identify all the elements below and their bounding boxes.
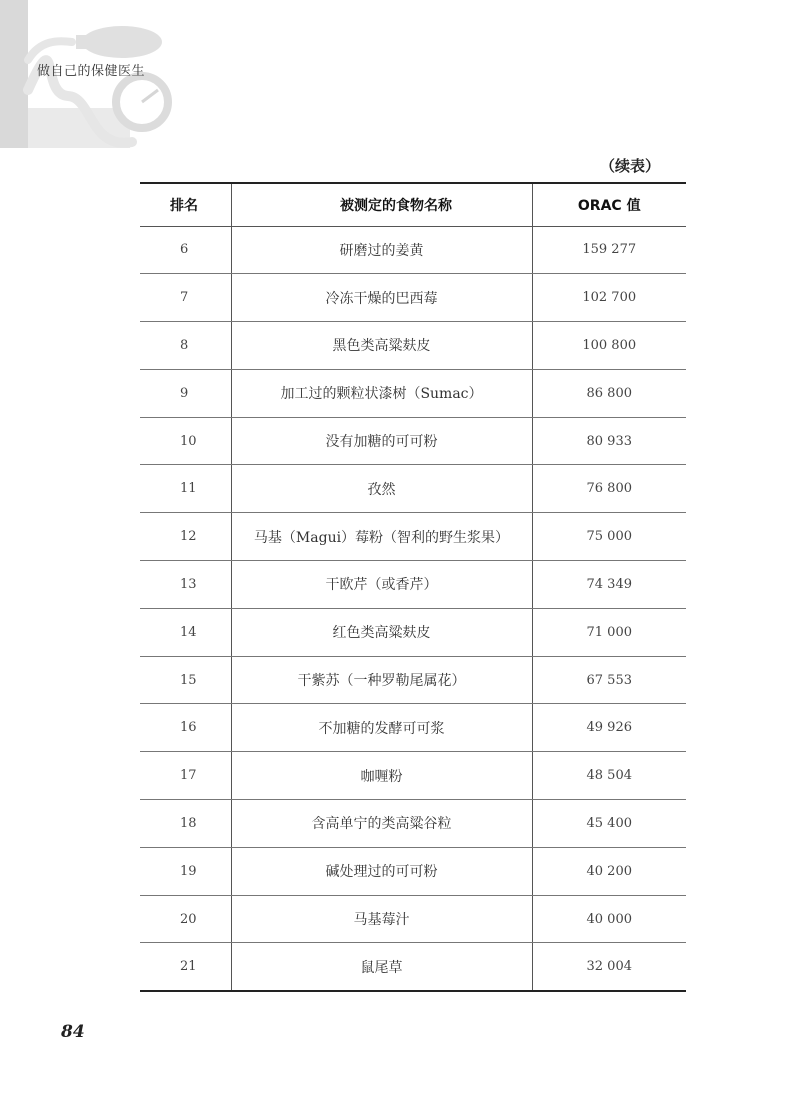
- table-row: [140, 417, 686, 465]
- rank-cell: 15: [140, 656, 231, 704]
- food-cell: 马基（Magui）莓粉（智利的野生浆果）: [231, 513, 532, 561]
- orac-cell: 86 800: [532, 369, 686, 417]
- bulb-neck: [76, 35, 88, 49]
- orac-cell: 159 277: [532, 226, 686, 274]
- food-cell: 红色类高粱麸皮: [231, 608, 532, 656]
- food-cell: 孜然: [231, 465, 532, 513]
- food-cell: 碱处理过的可可粉: [231, 847, 532, 895]
- table-row: [140, 608, 686, 656]
- food-cell: 研磨过的姜黄: [231, 226, 532, 274]
- orac-cell: 40 200: [532, 847, 686, 895]
- table-row: [140, 895, 686, 943]
- page-number: 84: [61, 1022, 85, 1042]
- food-cell: 黑色类高粱麸皮: [231, 322, 532, 370]
- food-cell: 干欧芹（或香芹）: [231, 561, 532, 609]
- rank-cell: 21: [140, 943, 231, 991]
- table-row: [140, 465, 686, 513]
- rank-cell: 18: [140, 800, 231, 848]
- food-cell: 咖喱粉: [231, 752, 532, 800]
- table-header-row: [140, 183, 686, 226]
- rank-cell: 8: [140, 322, 231, 370]
- table-row: [140, 704, 686, 752]
- food-cell: 没有加糖的可可粉: [231, 417, 532, 465]
- rank-cell: 12: [140, 513, 231, 561]
- orac-cell: 49 926: [532, 704, 686, 752]
- food-cell: 加工过的颗粒状漆树（Sumac）: [231, 369, 532, 417]
- orac-cell: 48 504: [532, 752, 686, 800]
- table-row: [140, 322, 686, 370]
- orac-cell: 40 000: [532, 895, 686, 943]
- food-cell: 马基莓汁: [231, 895, 532, 943]
- food-cell: 冷冻干燥的巴西莓: [231, 274, 532, 322]
- rank-cell: 17: [140, 752, 231, 800]
- continued-label: （续表）: [599, 157, 660, 175]
- rank-cell: 16: [140, 704, 231, 752]
- bulb: [82, 26, 162, 58]
- table-row: [140, 226, 686, 274]
- orac-cell: 32 004: [532, 943, 686, 991]
- orac-cell: 80 933: [532, 417, 686, 465]
- column-header-rank: 排名: [140, 183, 231, 226]
- running-head: 做自己的保健医生: [37, 64, 146, 79]
- rank-cell: 11: [140, 465, 231, 513]
- column-header-orac: ORAC 值: [532, 183, 686, 226]
- food-cell: 干紫苏（一种罗勒尾属花）: [231, 656, 532, 704]
- rank-cell: 9: [140, 369, 231, 417]
- rank-cell: 13: [140, 561, 231, 609]
- orac-cell: 45 400: [532, 800, 686, 848]
- rank-cell: 19: [140, 847, 231, 895]
- orac-cell: 76 800: [532, 465, 686, 513]
- rank-cell: 20: [140, 895, 231, 943]
- table-row: [140, 847, 686, 895]
- orac-cell: 100 800: [532, 322, 686, 370]
- rank-cell: 6: [140, 226, 231, 274]
- orac-cell: 74 349: [532, 561, 686, 609]
- rank-cell: 14: [140, 608, 231, 656]
- orac-cell: 67 553: [532, 656, 686, 704]
- orac-table-container: [140, 182, 686, 992]
- table-row: [140, 369, 686, 417]
- rank-cell: 7: [140, 274, 231, 322]
- table-row: [140, 513, 686, 561]
- orac-cell: 75 000: [532, 513, 686, 561]
- table-row: [140, 274, 686, 322]
- table-row: [140, 561, 686, 609]
- table-row: [140, 800, 686, 848]
- column-header-food: 被测定的食物名称: [231, 183, 532, 226]
- food-cell: 不加糖的发酵可可浆: [231, 704, 532, 752]
- table-row: [140, 943, 686, 991]
- orac-cell: 102 700: [532, 274, 686, 322]
- table-row: [140, 656, 686, 704]
- orac-cell: 71 000: [532, 608, 686, 656]
- orac-table: [140, 182, 686, 992]
- table-row: [140, 752, 686, 800]
- food-cell: 含高单宁的类高粱谷粒: [231, 800, 532, 848]
- rank-cell: 10: [140, 417, 231, 465]
- food-cell: 鼠尾草: [231, 943, 532, 991]
- blood-pressure-monitor-icon: [0, 0, 200, 170]
